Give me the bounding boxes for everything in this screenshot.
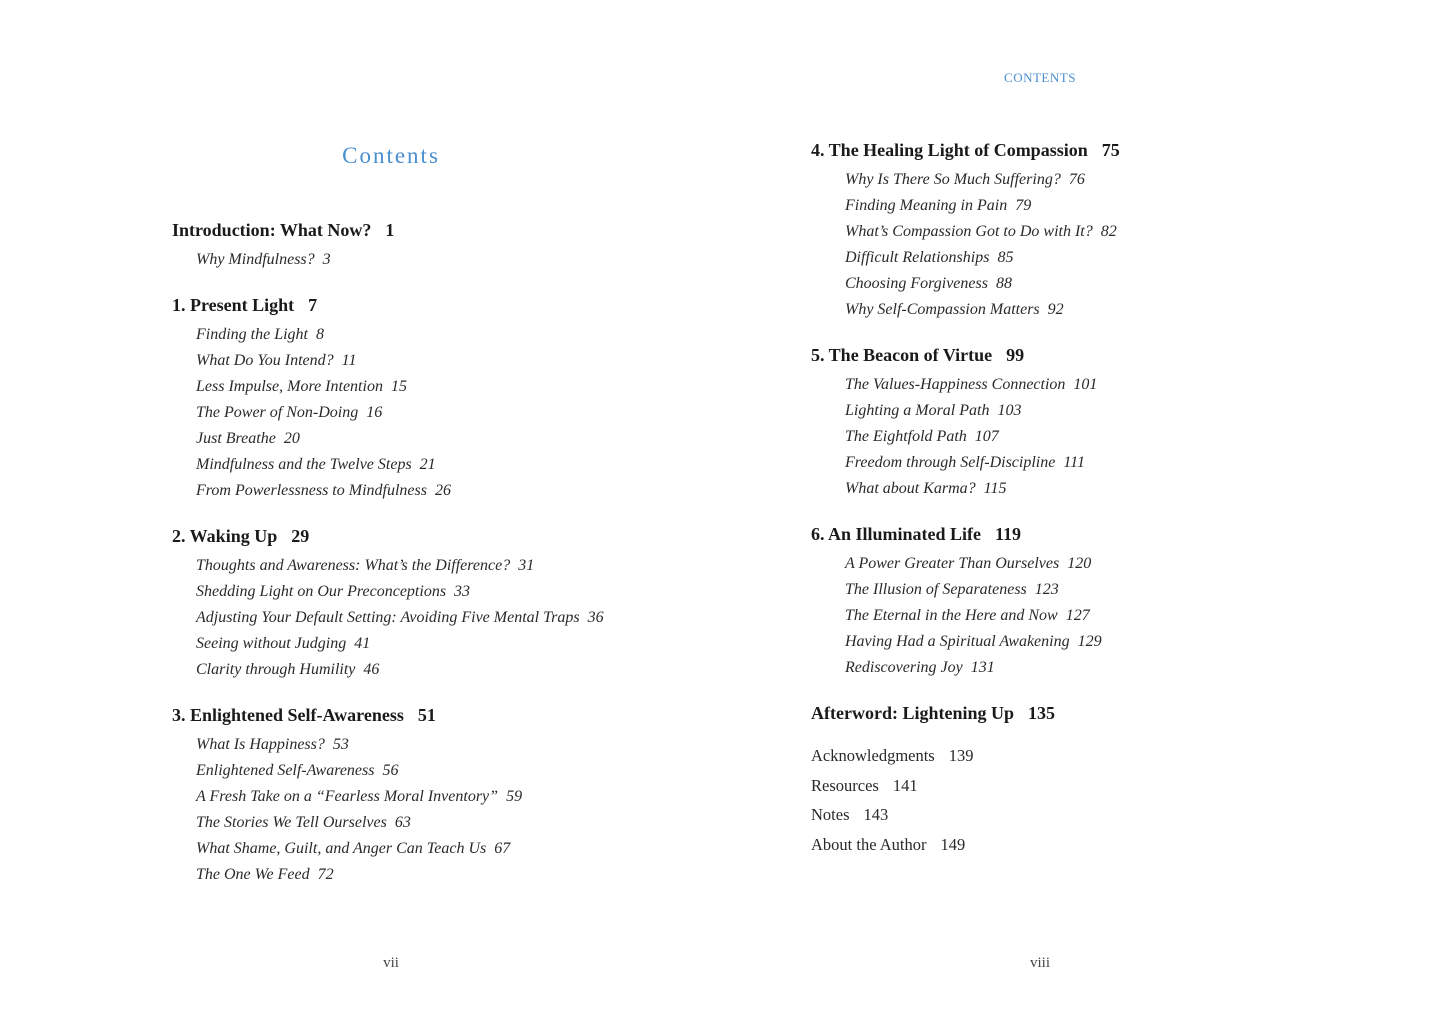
chapter-heading[interactable] <box>172 293 604 317</box>
subsection-title: Just Breathe <box>196 430 276 447</box>
toc-chapter <box>172 703 604 888</box>
subsection-title: Clarity through Humility <box>196 661 356 678</box>
chapter-heading[interactable] <box>172 218 604 242</box>
chapter-title: 6. An Illuminated Life <box>811 524 982 544</box>
subsection-title: Rediscovering Joy <box>845 659 963 676</box>
toc-subsection[interactable] <box>196 553 604 579</box>
subsection-title: The Power of Non-Doing <box>196 404 359 421</box>
subsection-title: Why Self-Compassion Matters <box>845 301 1040 318</box>
chapter-title: Introduction: What Now? <box>172 220 372 240</box>
subsection-page-number: 79 <box>1015 197 1032 214</box>
chapter-page-number: 7 <box>308 295 318 315</box>
subsection-title: Seeing without Judging <box>196 635 347 652</box>
chapter-page-number: 99 <box>1006 345 1025 365</box>
toc-subsection[interactable] <box>196 810 604 836</box>
toc-subsection[interactable] <box>196 732 604 758</box>
subsection-page-number: 103 <box>997 402 1022 419</box>
chapter-title: 3. Enlightened Self-Awareness <box>172 705 404 725</box>
back-matter-page-number: 141 <box>892 775 918 795</box>
toc-subsection[interactable] <box>196 631 604 657</box>
toc-subsection[interactable] <box>196 836 604 862</box>
toc-subsection[interactable] <box>196 784 604 810</box>
subsection-list <box>172 322 604 504</box>
back-matter-page-number: 149 <box>940 834 966 854</box>
subsection-title: Choosing Forgiveness <box>845 275 988 292</box>
subsection-title: Freedom through Self-Discipline <box>845 454 1056 471</box>
subsection-page-number: 120 <box>1067 555 1092 572</box>
subsection-title: What Shame, Guilt, and Anger Can Teach Us <box>196 840 487 857</box>
toc-subsection[interactable] <box>845 629 1120 655</box>
toc-subsection[interactable] <box>196 452 604 478</box>
subsection-title: The One We Feed <box>196 866 310 883</box>
subsection-list <box>811 167 1120 323</box>
subsection-title: What Is Happiness? <box>196 736 325 753</box>
back-matter-page-number: 139 <box>948 746 974 765</box>
toc-subsection[interactable] <box>196 247 604 273</box>
toc-chapter <box>172 218 604 273</box>
subsection-page-number: 56 <box>382 762 399 779</box>
chapter-page-number: 119 <box>995 524 1022 544</box>
subsection-title: Adjusting Your Default Setting: Avoiding Five Mental Traps <box>196 609 580 626</box>
toc-subsection[interactable] <box>845 603 1120 629</box>
subsection-page-number: 127 <box>1065 607 1090 624</box>
toc-subsection[interactable] <box>845 551 1120 577</box>
subsection-title: The Eightfold Path <box>845 428 967 445</box>
subsection-page-number: 59 <box>506 788 523 805</box>
toc-subsection[interactable] <box>196 758 604 784</box>
subsection-title: What about Karma? <box>845 480 976 497</box>
subsection-list <box>811 551 1120 681</box>
chapter-heading[interactable] <box>172 524 604 548</box>
subsection-page-number: 33 <box>454 583 471 600</box>
toc-subsection[interactable] <box>196 605 604 631</box>
left-page <box>0 0 722 1031</box>
subsection-page-number: 8 <box>316 326 324 343</box>
subsection-title: Less Impulse, More Intention <box>196 378 383 395</box>
running-head: CONTENTS <box>1004 70 1076 85</box>
subsection-page-number: 67 <box>494 840 511 857</box>
subsection-page-number: 16 <box>366 404 383 421</box>
subsection-page-number: 21 <box>419 456 436 473</box>
toc-subsection[interactable] <box>845 424 1120 450</box>
subsection-page-number: 85 <box>997 249 1014 266</box>
toc-subsection[interactable] <box>845 167 1120 193</box>
subsection-title: The Eternal in the Here and Now <box>845 607 1058 624</box>
toc-subsection[interactable] <box>845 450 1120 476</box>
subsection-title: The Values-Happiness Connection <box>845 376 1066 393</box>
subsection-page-number: 41 <box>354 635 371 652</box>
back-matter-item[interactable] <box>811 741 1120 771</box>
chapter-heading[interactable] <box>172 703 604 727</box>
subsection-page-number: 115 <box>983 480 1007 497</box>
subsection-page-number: 63 <box>394 814 411 831</box>
subsection-title: From Powerlessness to Mindfulness <box>196 482 427 499</box>
page-number-right: viii <box>1029 955 1050 971</box>
subsection-page-number: 88 <box>995 275 1012 292</box>
subsection-title: Mindfulness and the Twelve Steps <box>196 456 412 473</box>
subsection-page-number: 123 <box>1034 581 1059 598</box>
subsection-title: Difficult Relationships <box>845 249 990 266</box>
toc-subsection[interactable] <box>196 478 604 504</box>
subsection-title: The Illusion of Separateness <box>845 581 1027 598</box>
subsection-title: Shedding Light on Our Preconceptions <box>196 583 447 600</box>
toc-left <box>172 218 604 908</box>
subsection-page-number: 101 <box>1073 376 1098 393</box>
chapter-page-number: 75 <box>1101 140 1120 160</box>
subsection-list <box>172 553 604 683</box>
toc-subsection[interactable] <box>196 862 604 888</box>
subsection-title: Why Is There So Much Suffering? <box>845 171 1061 188</box>
toc-chapter <box>811 522 1120 681</box>
back-matter-item[interactable] <box>811 800 1120 830</box>
toc-subsection[interactable] <box>845 271 1120 297</box>
subsection-page-number: 107 <box>974 428 999 445</box>
subsection-title: Finding the Light <box>196 326 308 343</box>
contents-title: Contents <box>342 143 440 168</box>
toc-chapter <box>172 524 604 683</box>
back-matter-page-number: 143 <box>863 805 889 824</box>
toc-chapter <box>811 343 1120 502</box>
chapter-heading[interactable] <box>811 138 1120 162</box>
back-matter-title: About the Author <box>811 834 927 854</box>
afterword-title: Afterword: Lightening Up <box>811 703 1014 723</box>
back-matter-title: Resources <box>811 775 879 795</box>
subsection-page-number: 20 <box>283 430 300 447</box>
chapter-title: 2. Waking Up <box>172 526 278 546</box>
chapter-heading[interactable] <box>811 343 1120 367</box>
chapter-page-number: 51 <box>417 705 436 725</box>
chapter-title: 5. The Beacon of Virtue <box>811 345 993 365</box>
chapter-page-number: 29 <box>291 526 310 546</box>
subsection-title: Lighting a Moral Path <box>845 402 990 419</box>
subsection-page-number: 36 <box>587 609 604 626</box>
back-matter-item[interactable] <box>811 771 1120 801</box>
subsection-list <box>172 732 604 888</box>
toc-subsection[interactable] <box>845 245 1120 271</box>
toc-subsection[interactable] <box>196 400 604 426</box>
subsection-title: Finding Meaning in Pain <box>845 197 1008 214</box>
subsection-page-number: 131 <box>970 659 995 676</box>
toc-subsection[interactable] <box>845 577 1120 603</box>
subsection-title: What Do You Intend? <box>196 352 334 369</box>
subsection-title: A Power Greater Than Ourselves <box>845 555 1060 572</box>
toc-subsection[interactable] <box>845 193 1120 219</box>
toc-subsection[interactable] <box>196 348 604 374</box>
subsection-title: The Stories We Tell Ourselves <box>196 814 387 831</box>
subsection-page-number: 53 <box>332 736 349 753</box>
toc-subsection[interactable] <box>845 219 1120 245</box>
chapter-title: 4. The Healing Light of Compassion <box>811 140 1088 160</box>
toc-subsection[interactable] <box>196 322 604 348</box>
subsection-title: What’s Compassion Got to Do with It? <box>845 223 1093 240</box>
subsection-title: A Fresh Take on a “Fearless Moral Inventory” <box>196 788 499 805</box>
page-number-left: vii <box>383 955 399 971</box>
chapter-page-number: 1 <box>385 220 395 240</box>
subsection-page-number: 46 <box>363 661 380 678</box>
toc-subsection[interactable] <box>845 476 1120 502</box>
toc-subsection[interactable] <box>196 374 604 400</box>
subsection-title: Enlightened Self-Awareness <box>196 762 375 779</box>
subsection-title: Why Mindfulness? <box>196 251 315 268</box>
subsection-page-number: 92 <box>1047 301 1064 318</box>
toc-subsection[interactable] <box>845 297 1120 323</box>
subsection-page-number: 111 <box>1063 454 1085 471</box>
subsection-page-number: 82 <box>1100 223 1117 240</box>
toc-chapter <box>172 293 604 504</box>
subsection-page-number: 129 <box>1077 633 1102 650</box>
subsection-list <box>172 247 604 273</box>
toc-subsection[interactable] <box>196 426 604 452</box>
toc-chapter <box>811 138 1120 323</box>
toc-subsection[interactable] <box>196 657 604 683</box>
back-matter-title: Acknowledgments <box>811 746 935 765</box>
right-page <box>722 0 1445 1031</box>
chapter-title: 1. Present Light <box>172 295 295 315</box>
back-matter-item[interactable] <box>811 830 1120 860</box>
toc-subsection[interactable] <box>845 372 1120 398</box>
subsection-page-number: 31 <box>518 557 535 574</box>
subsection-page-number: 72 <box>317 866 334 883</box>
subsection-page-number: 3 <box>322 251 331 268</box>
toc-afterword[interactable] <box>811 701 1120 725</box>
chapter-heading[interactable] <box>811 522 1120 546</box>
subsection-list <box>811 372 1120 502</box>
subsection-title: Having Had a Spiritual Awakening <box>845 633 1070 650</box>
toc-subsection[interactable] <box>196 579 604 605</box>
back-matter-list <box>811 741 1120 859</box>
subsection-page-number: 15 <box>390 378 407 395</box>
subsection-page-number: 26 <box>434 482 451 499</box>
toc-subsection[interactable] <box>845 398 1120 424</box>
afterword-page: 135 <box>1028 703 1055 723</box>
toc-subsection[interactable] <box>845 655 1120 681</box>
subsection-title: Thoughts and Awareness: What’s the Difference? <box>196 557 511 574</box>
subsection-page-number: 76 <box>1068 171 1085 188</box>
toc-right <box>811 138 1120 859</box>
subsection-page-number: 11 <box>341 352 357 369</box>
back-matter-title: Notes <box>811 805 850 824</box>
